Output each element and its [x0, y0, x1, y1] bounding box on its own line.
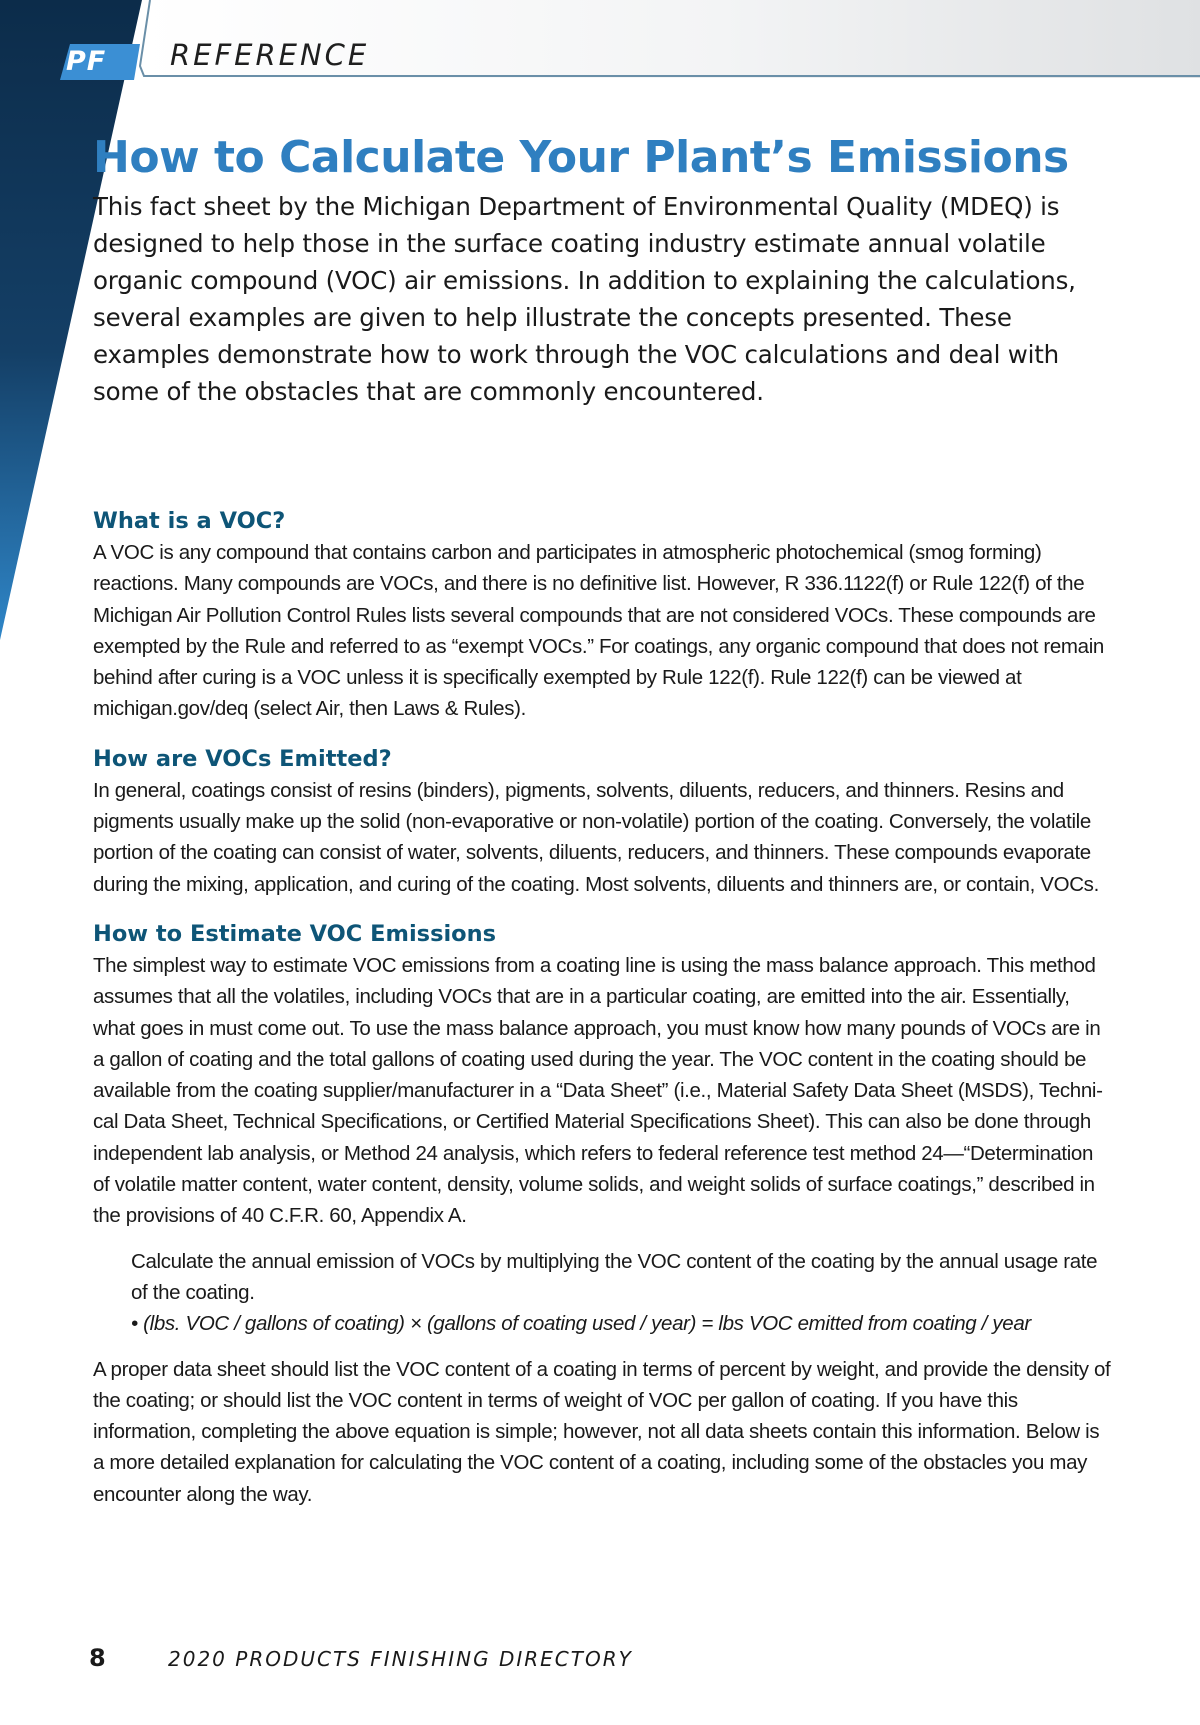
section-heading-what-is-voc: What is a VOC? — [93, 508, 286, 534]
section-label: REFERENCE — [170, 38, 370, 72]
section-heading-estimate: How to Estimate VOC Emissions — [93, 920, 497, 947]
emission-formula: • (lbs. VOC / gallons of coating) × (gallons of coating used / year) = lbs VOC emitted from coating / year — [131, 1312, 1031, 1336]
section-body-data-sheet: A proper data sheet should list the VOC content of a coating in terms of percent by weight, and provide the density of the coating; or should list the VOC content in terms of weight of VOC per gallon of coating. If you have this information, completing the above equation is simple; however, not all data sheets contain this information. Below is a more detailed explanation for calculating the VOC content of a coating, including some of the obstacles you may encounter along the way. — [93, 1357, 1111, 1506]
page-title: How to Calculate Your Plant’s Emissions — [93, 132, 1069, 183]
page-number: 8 — [89, 1644, 106, 1672]
section-heading-how-emitted: How are VOCs Emitted? — [93, 745, 392, 772]
intro-paragraph: This fact sheet by the Michigan Department of Environmental Quality (MDEQ) is designed to help those in the surface coating industry estimate annual volatile organic compound (VOC) air emissions. In addition to explaining the calculations, several examples are given to help illustrate the concepts presented. These examples demonstrate how to work through the VOC calculations and deal with some of the obstacles that are commonly encountered. — [93, 192, 1076, 406]
publication-name: 2020 PRODUCTS FINISHING DIRECTORY — [168, 1647, 633, 1671]
pf-logo: PF — [66, 46, 107, 77]
calculation-instruction: Calculate the annual emission of VOCs by multiplying the VOC content of the coating by the annual usage rate of the coating. — [131, 1249, 1098, 1304]
section-body-estimate: The simplest way to estimate VOC emissions from a coating line is using the mass balance approach. This method assumes that all the volatiles, including VOCs that are in a particular coating, are emitted into the air. Essentially, what goes in must come out. To use the mass balance approach, you must know how many pounds of VOCs are in a gallon of coating and the total gallons of coating used during the year. The VOC content in the coating should be available from the coating supplier/manufacturer in a “Data Sheet” (i.e., Material Safety Data Sheet (MSDS), Techni-cal Data Sheet, Technical Specifications, or Certified Material Specifications Sheet). This can also be done through independent lab analysis, or Method 24 analysis, which refers to federal reference test method 24—“Determination of volatile matter content, water content, density, volume solids, and weight solids of surface coatings,” described in the provisions of 40 C.F.R. 60, Appendix A. — [93, 953, 1103, 1228]
section-body-what-is-voc: A VOC is any compound that contains carbon and participates in atmospheric photochemical (smog forming) reactions. Many compounds are VOCs, and there is no definitive list. However, R 336.1122(f) or Rule 122(f) of the Michigan Air Pollution Control Rules lists several compounds that are not considered VOCs. These compounds are exempted by the Rule and referred to as “exempt VOCs.” For coatings, any organic compound that does not remain behind after curing is a VOC unless it is specifically exempted by Rule 122(f). Rule 122(f) can be viewed at michigan.gov/deq (select Air, then Laws & Rules). — [93, 541, 1104, 721]
article-content — [93, 128, 1113, 1510]
section-body-how-emitted: In general, coatings consist of resins (binders), pigments, solvents, diluents, reducers, and thinners. Resins and pigments usually make up the solid (non-evaporative or non-volatile) portion of the coating. Conversely, the volatile portion of the coating can consist of water, solvents, diluents, reducers, and thinners. These compounds evaporate during the mixing, application, and curing of the coating. Most solvents, diluents and thinners are, or contain, VOCs. — [93, 778, 1099, 896]
